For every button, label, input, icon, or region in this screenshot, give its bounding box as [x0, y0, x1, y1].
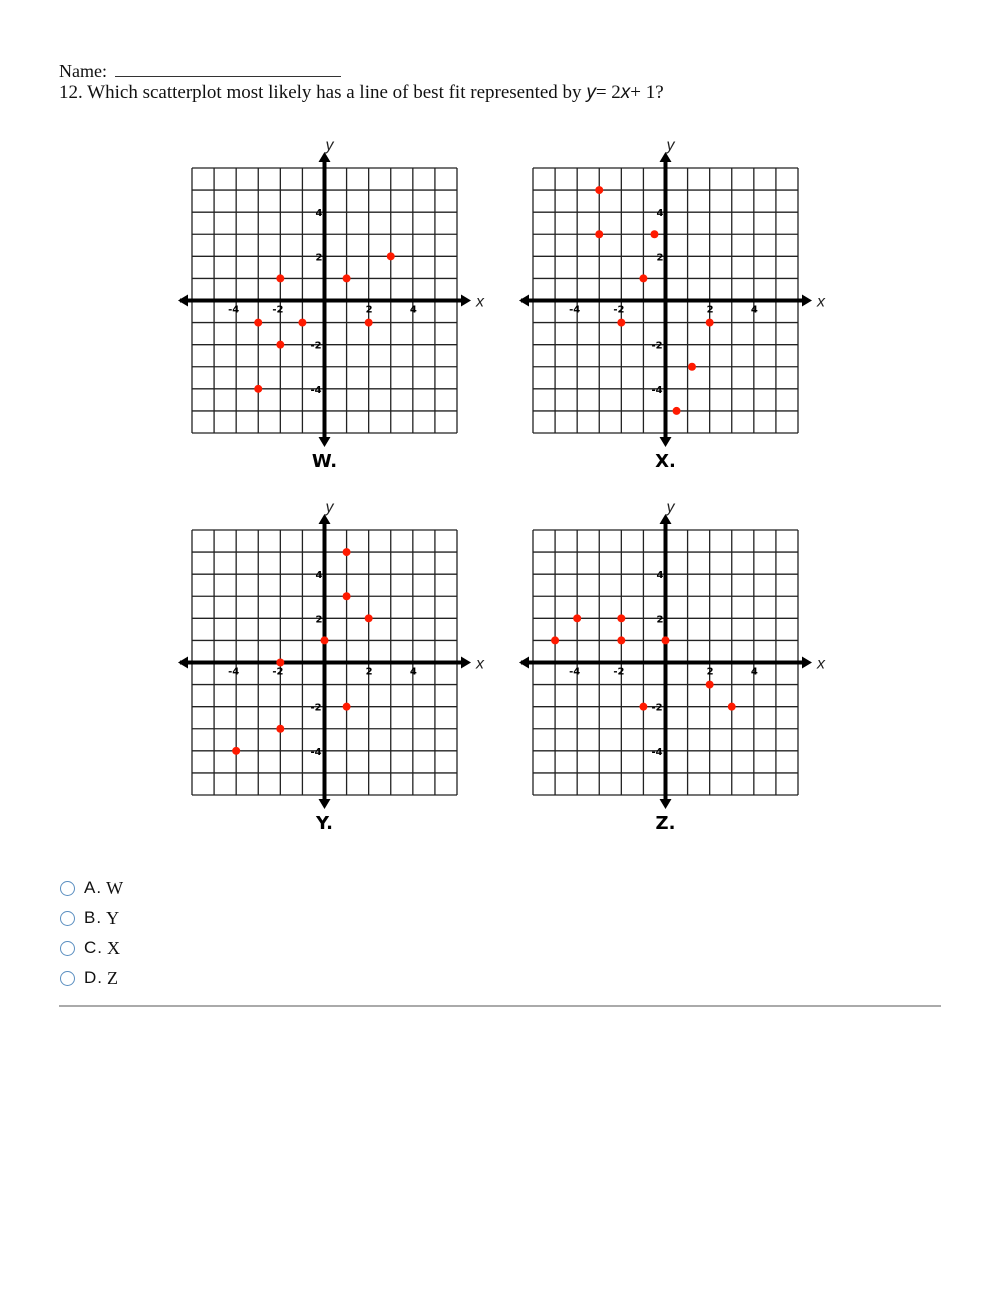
- choice-d[interactable]: [60, 963, 123, 993]
- data-point: [706, 681, 714, 689]
- y-tick-label: -2: [651, 702, 663, 714]
- y-tick-label: 2: [315, 614, 323, 626]
- arrow-down-icon: [319, 799, 331, 809]
- data-point: [343, 274, 351, 282]
- scatterplot-y: [172, 494, 492, 839]
- question-body: Which scatterplot most likely has a line of best fit represented by: [87, 82, 582, 103]
- x-tick-label: -2: [613, 304, 625, 316]
- x-tick-label: 2: [706, 304, 714, 316]
- data-point: [254, 385, 262, 393]
- scatterplot-z: [513, 494, 833, 839]
- data-point: [365, 614, 373, 622]
- arrow-right-icon: [802, 657, 812, 669]
- data-point: [639, 274, 647, 282]
- arrow-right-icon: [802, 295, 812, 307]
- y-tick-label: 4: [656, 208, 664, 220]
- data-point: [321, 636, 329, 644]
- answer-choices: [60, 873, 123, 993]
- data-point: [595, 186, 603, 194]
- x-tick-label: -2: [272, 666, 284, 678]
- y-axis-label: y: [666, 499, 675, 516]
- x-axis-label: x: [817, 655, 825, 673]
- y-tick-label: 2: [315, 252, 323, 264]
- data-point: [728, 703, 736, 711]
- divider: [59, 1005, 941, 1007]
- y-tick-label: -2: [310, 340, 322, 352]
- data-point: [276, 659, 284, 667]
- y-tick-label: -4: [310, 384, 322, 396]
- choice-text: W: [106, 877, 124, 898]
- data-point: [639, 703, 647, 711]
- data-point: [617, 614, 625, 622]
- data-point: [551, 636, 559, 644]
- data-point: [573, 614, 581, 622]
- choice-b[interactable]: [60, 903, 123, 933]
- data-point: [387, 252, 395, 260]
- radio-button[interactable]: [60, 971, 75, 986]
- arrow-right-icon: [461, 657, 471, 669]
- x-tick-label: 4: [750, 666, 758, 678]
- y-tick-label: 4: [656, 570, 664, 582]
- question-number: 12.: [59, 82, 83, 103]
- y-tick-label: -4: [310, 746, 322, 758]
- plot-title: Y.: [316, 813, 333, 834]
- radio-button[interactable]: [60, 911, 75, 926]
- y-axis-label: y: [325, 499, 334, 516]
- name-line: [59, 60, 341, 82]
- y-tick-label: -4: [651, 746, 663, 758]
- y-tick-label: 2: [656, 252, 664, 264]
- arrow-right-icon: [461, 295, 471, 307]
- y-tick-label: -2: [310, 702, 322, 714]
- radio-button[interactable]: [60, 941, 75, 956]
- name-label: Name:: [59, 61, 107, 81]
- arrow-left-icon: [519, 657, 529, 669]
- data-point: [276, 725, 284, 733]
- x-axis-label: x: [817, 293, 825, 311]
- x-tick-label: 4: [409, 304, 417, 316]
- y-axis-label: y: [666, 137, 675, 154]
- data-point: [298, 319, 306, 327]
- data-point: [232, 747, 240, 755]
- y-tick-label: -2: [651, 340, 663, 352]
- data-point: [276, 341, 284, 349]
- choice-text: Y: [106, 907, 120, 928]
- question-text: [59, 82, 664, 104]
- x-tick-label: -4: [228, 304, 240, 316]
- data-point: [662, 636, 670, 644]
- plot-title: X.: [655, 451, 676, 472]
- equation-mid: = 2: [595, 82, 621, 103]
- data-point: [343, 592, 351, 600]
- x-tick-label: 2: [706, 666, 714, 678]
- x-tick-label: 4: [750, 304, 758, 316]
- arrow-down-icon: [660, 437, 672, 447]
- data-point: [688, 363, 696, 371]
- choice-text: Z: [107, 967, 118, 988]
- data-point: [254, 319, 262, 327]
- scatterplot-w: [172, 132, 492, 477]
- choice-letter: D.: [84, 968, 103, 987]
- x-tick-label: 4: [409, 666, 417, 678]
- y-tick-label: 4: [315, 570, 323, 582]
- x-tick-label: -4: [569, 666, 581, 678]
- data-point: [276, 274, 284, 282]
- x-axis-label: x: [476, 655, 484, 673]
- x-tick-label: 2: [365, 666, 373, 678]
- equation-end: + 1?: [630, 82, 664, 103]
- arrow-left-icon: [178, 295, 188, 307]
- x-tick-label: -2: [272, 304, 284, 316]
- choice-letter: C.: [84, 938, 103, 957]
- x-tick-label: -2: [613, 666, 625, 678]
- x-tick-label: 2: [365, 304, 373, 316]
- y-axis-label: y: [325, 137, 334, 154]
- arrow-down-icon: [319, 437, 331, 447]
- plot-title: Z.: [655, 813, 676, 834]
- data-point: [343, 548, 351, 556]
- equation-x: x: [620, 82, 631, 103]
- scatterplot-x: [513, 132, 833, 477]
- radio-button[interactable]: [60, 881, 75, 896]
- data-point: [343, 703, 351, 711]
- choice-text: X: [107, 937, 120, 958]
- choice-letter: A.: [84, 878, 103, 897]
- data-point: [595, 230, 603, 238]
- choice-c[interactable]: [60, 933, 123, 963]
- arrow-down-icon: [660, 799, 672, 809]
- arrow-left-icon: [519, 295, 529, 307]
- x-tick-label: -4: [228, 666, 240, 678]
- x-axis-label: x: [476, 293, 484, 311]
- y-tick-label: 2: [656, 614, 664, 626]
- arrow-left-icon: [178, 657, 188, 669]
- data-point: [706, 319, 714, 327]
- x-tick-label: -4: [569, 304, 581, 316]
- equation-y: y: [586, 82, 596, 103]
- data-point: [617, 636, 625, 644]
- choice-a[interactable]: [60, 873, 123, 903]
- data-point: [365, 319, 373, 327]
- y-tick-label: 4: [315, 208, 323, 220]
- choice-letter: B.: [84, 908, 103, 927]
- name-blank-field[interactable]: [115, 60, 341, 77]
- data-point: [617, 319, 625, 327]
- plot-title: W.: [311, 451, 338, 472]
- data-point: [650, 230, 658, 238]
- data-point: [673, 407, 681, 415]
- y-tick-label: -4: [651, 384, 663, 396]
